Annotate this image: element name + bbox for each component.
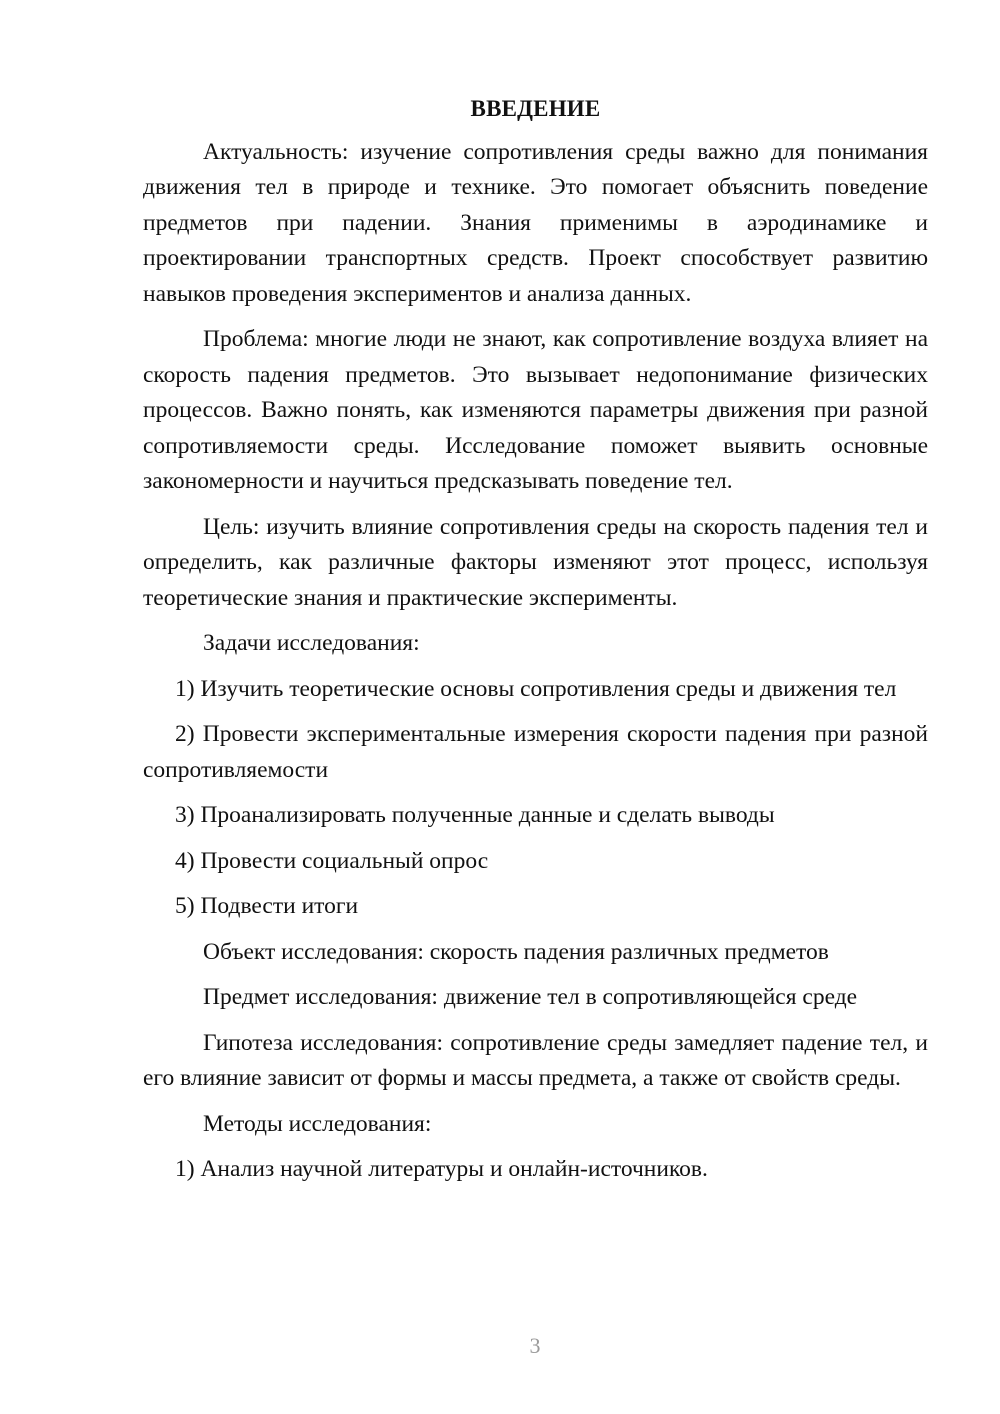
paragraph-problem: Проблема: многие люди не знают, как сопротивление воздуха влияет на скорость падения предметов. Это вызывает недопонимание физических процессов. Важно понять, как изменяются параметры движения при разной сопротивляемости среды. Исследование поможет выявить основные закономерности и научиться предсказывать поведение тел. — [143, 326, 928, 494]
section-title: ВВЕДЕНИЕ — [470, 96, 601, 121]
task-item: 2) Провести экспериментальные измерения скорости падения при разной сопротивляемости — [143, 721, 928, 783]
tasks-heading: Задачи исследования: — [203, 630, 420, 656]
paragraph-object: Объект исследования: скорость падения различных предметов — [203, 938, 829, 965]
task-item: 1) Изучить теоретические основы сопротивления среды и движения тел — [175, 675, 897, 702]
page-content — [143, 91, 928, 1198]
page-number: 3 — [529, 1333, 541, 1358]
task-item: 5) Подвести итоги — [175, 893, 359, 919]
task-item: 4) Провести социальный опрос — [175, 847, 489, 874]
paragraph-relevance: Актуальность: изучение сопротивления среды важно для понимания движения тел в природе и технике. Это помогает объяснить поведение предметов при падении. Знания применимы в аэродинамике и проектировании транспортных средств. Проект способствует развитию навыков проведения экспериментов и анализа данных. — [143, 138, 928, 307]
paragraph-hypothesis: Гипотеза исследования: сопротивление среды замедляет падение тел, и его влияние зависит от формы и массы предмета, а также от свойств среды. — [143, 1029, 928, 1091]
method-item: 1) Анализ научной литературы и онлайн-источников. — [175, 1156, 708, 1182]
task-item: 3) Проанализировать полученные данные и сделать выводы — [175, 802, 775, 828]
paragraph-subject: Предмет исследования: движение тел в сопротивляющейся среде — [203, 984, 858, 1010]
paragraph-goal: Цель: изучить влияние сопротивления среды на скорость падения тел и определить, как различные факторы изменяют этот процесс, используя теоретические знания и практические эксперименты. — [143, 513, 928, 611]
methods-heading: Методы исследования: — [203, 1110, 432, 1137]
